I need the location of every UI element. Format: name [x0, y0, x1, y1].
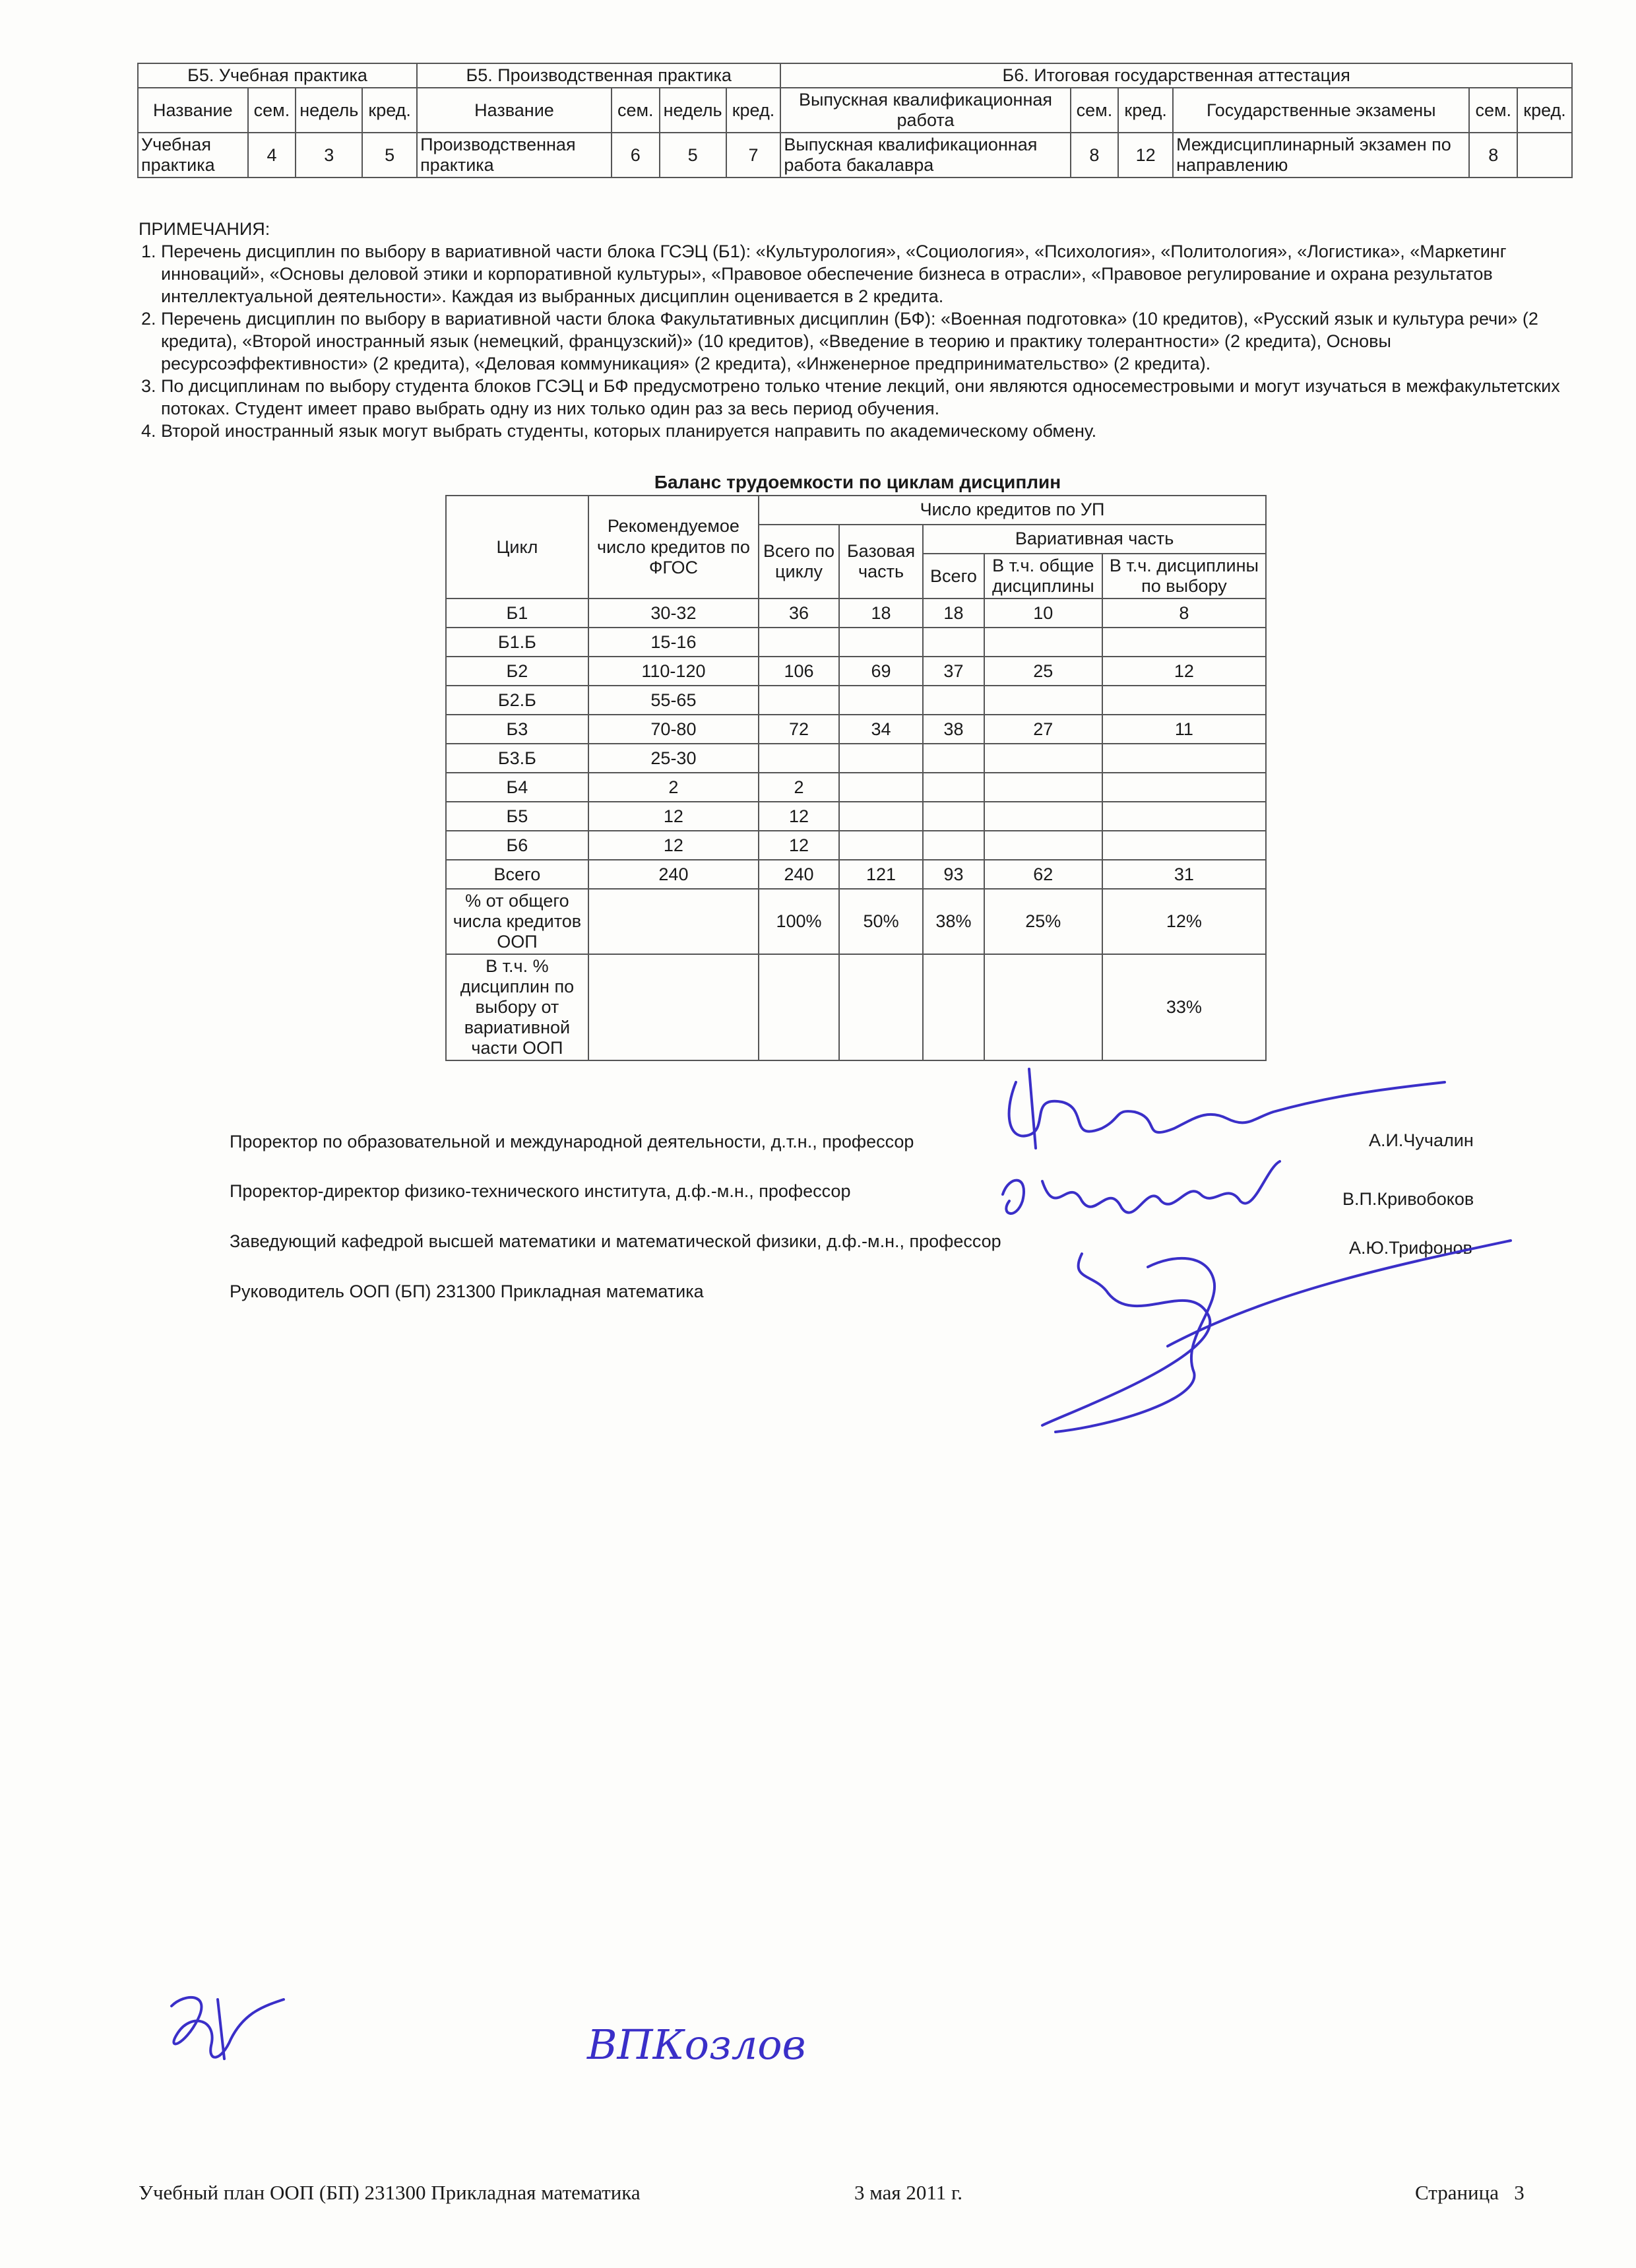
signatory-position: Проректор по образовательной и международной деятельности, д.т.н., профессор: [230, 1132, 914, 1151]
balance-cycle-cell: Б5: [446, 802, 588, 831]
balance-value-cell: [1102, 831, 1266, 860]
cell: [1517, 133, 1572, 178]
cell: Учебная практика: [138, 133, 248, 178]
balance-cycle-cell: Всего: [446, 860, 588, 889]
balance-value-cell: 12%: [1102, 889, 1266, 954]
balance-row: [446, 744, 1266, 773]
balance-title: Баланс трудоемкости по циклам дисциплин: [654, 472, 1061, 492]
balance-cycle-cell: Б2: [446, 657, 588, 686]
col-header: Название: [138, 88, 248, 133]
signatory-position: Заведующий кафедрой высшей математики и математической физики, д.ф.-м.н., профессор: [230, 1231, 1001, 1251]
balance-row: [446, 657, 1266, 686]
balance-value-cell: 18: [839, 599, 923, 628]
balance-header: Число кредитов по УП: [759, 496, 1266, 525]
note-item: 1. Перечень дисциплин по выбору в вариативной части блока ГСЭЦ (Б1): «Культурология», «Социология», «Психология», «Политология», «Логистика», «Маркетинг инноваций», «Основы деловой этики и корпоративной культуры», «Правовое обеспечение бизнеса в отрасли», «Правовое регулирование и охрана результатов интеллектуальной деятельности». Каждая из выбранных дисциплин оценивается в 2 кредита.: [161, 240, 1563, 308]
col-header: сем.: [1071, 88, 1119, 133]
balance-value-cell: [984, 628, 1102, 657]
balance-value-cell: [984, 773, 1102, 802]
footer-page-label: Страница: [1415, 2181, 1499, 2204]
balance-value-cell: 50%: [839, 889, 923, 954]
balance-value-cell: 121: [839, 860, 923, 889]
cell: 6: [612, 133, 660, 178]
signatory-position: Проректор-директор физико-технического института, д.ф.-м.н., профессор: [230, 1181, 851, 1201]
balance-value-cell: [839, 628, 923, 657]
balance-value-cell: [759, 744, 839, 773]
balance-value-cell: 38: [923, 715, 984, 744]
col-header: Государственные экзамены: [1173, 88, 1469, 133]
balance-value-cell: 12: [588, 802, 759, 831]
balance-value-cell: [923, 773, 984, 802]
balance-value-cell: 15-16: [588, 628, 759, 657]
balance-cycle-cell: Б2.Б: [446, 686, 588, 715]
footer-page-number: 3: [1514, 2181, 1525, 2204]
cell: 5: [660, 133, 726, 178]
balance-row: [446, 889, 1266, 954]
signature-text-picture: ВПКозлов: [587, 2021, 806, 2069]
notes-title: ПРИМЕЧАНИЯ:: [139, 219, 270, 239]
balance-value-cell: [839, 802, 923, 831]
balance-value-cell: 30-32: [588, 599, 759, 628]
balance-value-cell: [1102, 773, 1266, 802]
balance-value-cell: 25-30: [588, 744, 759, 773]
signatory-name: В.П.Кривобоков: [1342, 1189, 1474, 1209]
col-header: недель: [296, 88, 362, 133]
col-header: сем.: [248, 88, 296, 133]
col-header: недель: [660, 88, 726, 133]
cell: 8: [1071, 133, 1119, 178]
balance-value-cell: 31: [1102, 860, 1266, 889]
balance-value-cell: 240: [588, 860, 759, 889]
balance-value-cell: [984, 802, 1102, 831]
balance-row: [446, 954, 1266, 1060]
signature-chuchalin: [990, 1056, 1451, 1155]
cell: 5: [362, 133, 417, 178]
balance-value-cell: [1102, 802, 1266, 831]
balance-value-cell: [923, 744, 984, 773]
balance-value-cell: [759, 954, 839, 1060]
balance-value-cell: [839, 686, 923, 715]
col-header: Название: [417, 88, 612, 133]
notes-section: [139, 218, 1563, 442]
cell: 4: [248, 133, 296, 178]
balance-value-cell: 12: [1102, 657, 1266, 686]
balance-value-cell: 12: [588, 831, 759, 860]
col-header: Выпускная квалификационная работа: [780, 88, 1070, 133]
balance-value-cell: [984, 954, 1102, 1060]
balance-row: [446, 860, 1266, 889]
footer-document: Учебный план ООП (БП) 231300 Прикладная математика: [139, 2181, 641, 2204]
cell: 12: [1118, 133, 1173, 178]
cell: Выпускная квалификационная работа бакалавра: [780, 133, 1070, 178]
group-header: Б5. Учебная практика: [138, 63, 417, 88]
balance-value-cell: [1102, 686, 1266, 715]
balance-header: Рекомендуемое число кредитов по ФГОС: [588, 496, 759, 599]
balance-header: Вариативная часть: [923, 525, 1266, 554]
balance-cycle-cell: Б3.Б: [446, 744, 588, 773]
balance-row: [446, 599, 1266, 628]
balance-value-cell: [588, 889, 759, 954]
balance-header: В т.ч. общие дисциплины: [984, 554, 1102, 599]
balance-value-cell: 36: [759, 599, 839, 628]
cell: 7: [726, 133, 781, 178]
note-item: 2. Перечень дисциплин по выбору в вариативной части блока Факультативных дисциплин (БФ): «Военная подготовка» (10 кредитов), «Русский язык и культура речи» (2 кредита), «Второй иностранный язык (немецкий, французский)» (10 кредитов), «Введение в теорию и практику толерантности» (2 кредита), Основы ресурсоэффективности» (2 кредита), «Деловая коммуникация» (2 кредита), «Инженерное предпринимательство» (2 кредита).: [161, 308, 1563, 375]
balance-value-cell: [923, 802, 984, 831]
group-header: Б5. Производственная практика: [417, 63, 780, 88]
col-header: кред.: [1118, 88, 1173, 133]
balance-value-cell: [759, 628, 839, 657]
cell: Междисциплинарный экзамен по направлению: [1173, 133, 1469, 178]
balance-cycle-cell: Б4: [446, 773, 588, 802]
balance-value-cell: 2: [588, 773, 759, 802]
signatory-position: Руководитель ООП (БП) 231300 Прикладная математика: [230, 1281, 704, 1301]
balance-value-cell: [984, 744, 1102, 773]
balance-row: [446, 831, 1266, 860]
balance-value-cell: [984, 831, 1102, 860]
balance-value-cell: [839, 954, 923, 1060]
note-item: 4. Второй иностранный язык могут выбрать студенты, которых планируется направить по академическому обмену.: [161, 420, 1563, 442]
cell: 3: [296, 133, 362, 178]
col-header: сем.: [1469, 88, 1517, 133]
footer-page: [1415, 2181, 1525, 2205]
balance-row: [446, 773, 1266, 802]
signatory-name: А.И.Чучалин: [1369, 1130, 1474, 1150]
balance-value-cell: 38%: [923, 889, 984, 954]
balance-table: [445, 495, 1267, 1061]
balance-row: [446, 628, 1266, 657]
balance-header: Всего: [923, 554, 984, 599]
group-header: Б6. Итоговая государственная аттестация: [780, 63, 1572, 88]
balance-value-cell: 25: [984, 657, 1102, 686]
signature-initials: [158, 1980, 323, 2072]
balance-value-cell: [923, 831, 984, 860]
col-header: кред.: [726, 88, 781, 133]
balance-cycle-cell: В т.ч. % дисциплин по выбору от вариативной части ООП: [446, 954, 588, 1060]
balance-value-cell: [984, 686, 1102, 715]
balance-value-cell: [839, 831, 923, 860]
balance-body: [446, 599, 1266, 1060]
balance-value-cell: [839, 773, 923, 802]
balance-value-cell: [923, 954, 984, 1060]
balance-cycle-cell: Б1.Б: [446, 628, 588, 657]
balance-value-cell: 34: [839, 715, 923, 744]
cell: 8: [1469, 133, 1517, 178]
balance-value-cell: 55-65: [588, 686, 759, 715]
balance-value-cell: [1102, 628, 1266, 657]
balance-value-cell: 2: [759, 773, 839, 802]
balance-row: [446, 686, 1266, 715]
balance-cycle-cell: Б1: [446, 599, 588, 628]
balance-header: Всего по циклу: [759, 525, 839, 599]
balance-value-cell: 11: [1102, 715, 1266, 744]
cell: Производственная практика: [417, 133, 612, 178]
col-header: кред.: [1517, 88, 1572, 133]
balance-value-cell: 93: [923, 860, 984, 889]
balance-value-cell: 110-120: [588, 657, 759, 686]
balance-value-cell: 18: [923, 599, 984, 628]
balance-header: Цикл: [446, 496, 588, 599]
balance-value-cell: [923, 686, 984, 715]
balance-value-cell: 27: [984, 715, 1102, 744]
balance-value-cell: 33%: [1102, 954, 1266, 1060]
balance-header: В т.ч. дисциплины по выбору: [1102, 554, 1266, 599]
balance-value-cell: [923, 628, 984, 657]
balance-value-cell: 10: [984, 599, 1102, 628]
balance-value-cell: 100%: [759, 889, 839, 954]
practice-table: [137, 63, 1573, 178]
balance-value-cell: 70-80: [588, 715, 759, 744]
col-header: кред.: [362, 88, 417, 133]
balance-cycle-cell: Б6: [446, 831, 588, 860]
balance-value-cell: [839, 744, 923, 773]
signatory-name: А.Ю.Трифонов: [1349, 1238, 1472, 1258]
balance-value-cell: [1102, 744, 1266, 773]
balance-row: [446, 802, 1266, 831]
balance-value-cell: [759, 686, 839, 715]
footer-date: 3 мая 2011 г.: [854, 2181, 962, 2204]
notes-list: [139, 240, 1563, 442]
balance-value-cell: 12: [759, 831, 839, 860]
balance-value-cell: 12: [759, 802, 839, 831]
signature-krivobokov: [996, 1155, 1293, 1234]
note-item: 3. По дисциплинам по выбору студента блоков ГСЭЦ и БФ предусмотрено только чтение лекций, они являются односеместровыми и могут изучаться в межфакультетских потоках. Студент имеет право выбрать одну из них только один раз за весь период обучения.: [161, 375, 1563, 420]
col-header: сем.: [612, 88, 660, 133]
balance-header: Базовая часть: [839, 525, 923, 599]
balance-value-cell: 69: [839, 657, 923, 686]
balance-value-cell: 25%: [984, 889, 1102, 954]
balance-value-cell: [588, 954, 759, 1060]
balance-value-cell: 37: [923, 657, 984, 686]
signature-trifonov: [1016, 1227, 1517, 1439]
balance-value-cell: 72: [759, 715, 839, 744]
signature-bottom: [581, 2019, 818, 2079]
balance-cycle-cell: Б3: [446, 715, 588, 744]
balance-row: [446, 715, 1266, 744]
balance-value-cell: 240: [759, 860, 839, 889]
balance-cycle-cell: % от общего числа кредитов ООП: [446, 889, 588, 954]
balance-value-cell: 62: [984, 860, 1102, 889]
balance-value-cell: 106: [759, 657, 839, 686]
balance-value-cell: 8: [1102, 599, 1266, 628]
